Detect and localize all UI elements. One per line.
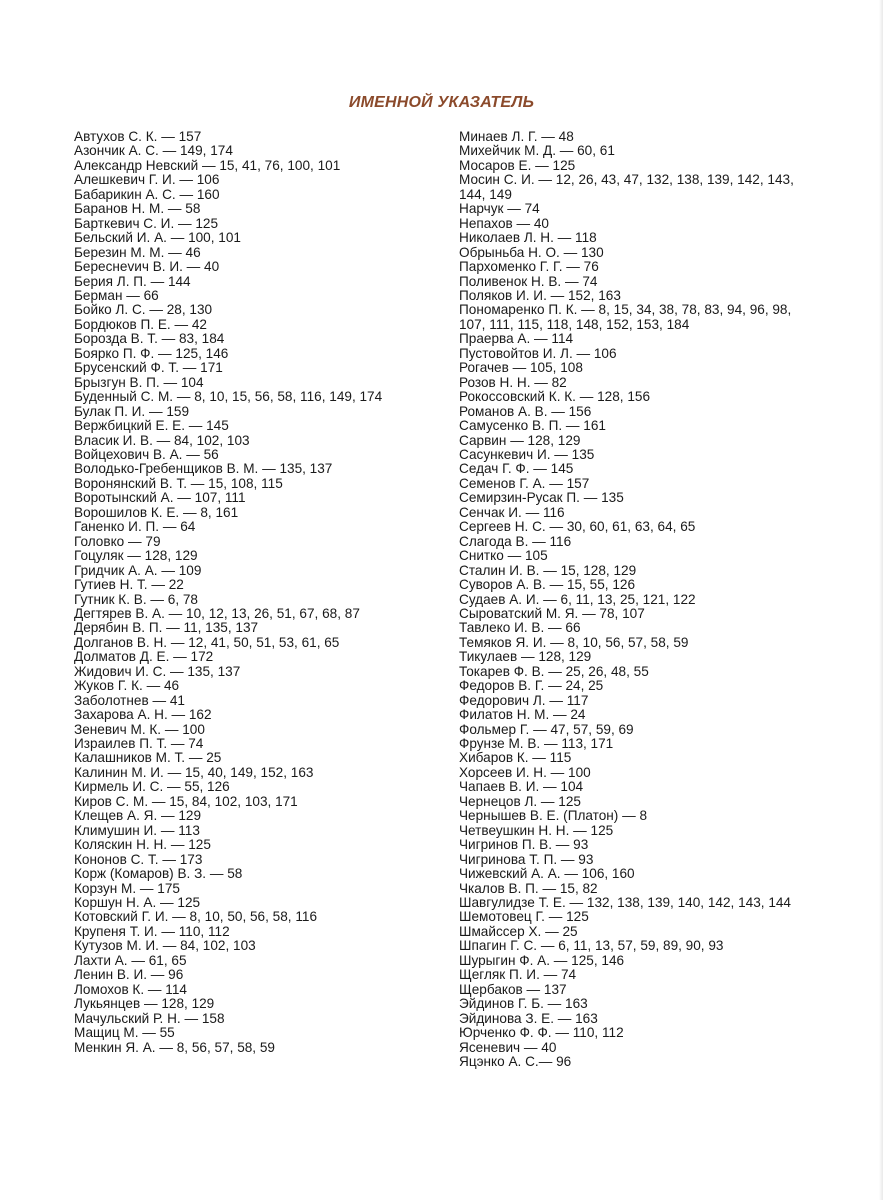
index-entry: Сарвин — 128, 129	[459, 432, 581, 448]
index-entry: Дегтярев В. А. — 10, 12, 13, 26, 51, 67, 68, 87	[74, 605, 360, 621]
index-entry: Федоров В. Г. — 24, 25	[459, 678, 604, 694]
index-column-left	[74, 130, 444, 1055]
index-entry: Алешкевич Г. И. — 106	[74, 172, 220, 188]
index-entry: Тикулаев — 128, 129	[459, 649, 592, 665]
index-entry: Чигринов П. В. — 93	[459, 837, 589, 853]
index-entry: Заболотнев — 41	[74, 692, 185, 708]
index-entry: Воронянский В. Т. — 15, 108, 115	[74, 475, 283, 491]
index-entry: Яцэнко А. С.— 96	[459, 1054, 572, 1069]
index-entry: Чернышев В. Е. (Платон) — 8	[459, 808, 648, 824]
index-entry: Нарчук — 74	[459, 201, 540, 217]
index-entry: Эйдинова З. Е. — 163	[459, 1010, 598, 1026]
index-entry: Суворов А. В. — 15, 55, 126	[459, 577, 636, 593]
index-entry: Долганов В. Н. — 12, 41, 50, 51, 53, 61, 65	[74, 634, 340, 650]
index-entry: Юрченко Ф. Ф. — 110, 112	[459, 1025, 624, 1041]
index-entry: Лукьянцев — 128, 129	[74, 996, 215, 1012]
index-entry: Сергеев Н. С. — 30, 60, 61, 63, 64, 65	[459, 519, 696, 535]
index-entry: Шмайссер Х. — 25	[459, 923, 578, 939]
index-entry: Кутузов М. И. — 84, 102, 103	[74, 938, 256, 954]
index-entry: Киров С. М. — 15, 84, 102, 103, 171	[74, 793, 298, 809]
index-entry: Обрыньба Н. О. — 130	[459, 244, 604, 260]
index-entry: Коляскин Н. Н. — 125	[74, 837, 211, 853]
index-entry: Шемотовец Г. — 125	[459, 909, 589, 925]
index-entry: Калашников М. Т. — 25	[74, 750, 222, 766]
index-entry: Мосин С. И. — 12, 26, 43, 47, 132, 138, 139, 142, 143, 144, 149	[459, 172, 794, 202]
index-entry: Баранов Н. М. — 58	[74, 201, 201, 217]
index-entry: Бельский И. А. — 100, 101	[74, 230, 241, 246]
index-entry: Береснevич В. И. — 40	[74, 259, 220, 275]
index-entry: Гутник К. В. — 6, 78	[74, 591, 198, 607]
index-entry: Пустовойтов И. Л. — 106	[459, 345, 617, 361]
index-entry: Рогачев — 105, 108	[459, 360, 583, 376]
index-entry: Чижевский А. А. — 106, 160	[459, 866, 635, 882]
index-entry: Менкин Я. А. — 8, 56, 57, 58, 59	[74, 1039, 275, 1055]
index-entry: Шпагин Г. С. — 6, 11, 13, 57, 59, 89, 90, 93	[459, 938, 724, 954]
index-entry: Дерябин В. П. — 11, 135, 137	[74, 620, 259, 636]
index-entry: Минаев Л. Г. — 48	[459, 129, 574, 144]
index-entry: Ворошилов К. Е. — 8, 161	[74, 504, 239, 520]
index-entry: Слагода В. — 116	[459, 533, 572, 549]
index-entry: Корзун М. — 175	[74, 880, 180, 896]
index-entry: Хорсеев И. Н. — 100	[459, 764, 591, 780]
index-entry: Захарова А. Н. — 162	[74, 707, 212, 723]
index-entry: Власик И. В. — 84, 102, 103	[74, 432, 250, 448]
index-entry: Азончик А. С. — 149, 174	[74, 143, 233, 159]
index-entry: Мосаров Е. — 125	[459, 157, 576, 173]
index-entry: Седач Г. Ф. — 145	[459, 461, 574, 477]
index-entry: Жидович И. С. — 135, 137	[74, 663, 241, 679]
index-entry: Михейчик М. Д. — 60, 61	[459, 143, 615, 159]
index-entry: Фрунзе М. В. — 113, 171	[459, 736, 614, 752]
index-entry: Израилев П. Т. — 74	[74, 736, 204, 752]
index-entry: Коршун Н. А. — 125	[74, 895, 201, 911]
index-entry: Кирмель И. С. — 55, 126	[74, 779, 230, 795]
index-entry: Войцехович В. А. — 56	[74, 446, 219, 462]
index-entry: Сыроватский М. Я. — 78, 107	[459, 605, 645, 621]
index-entry: Ясеневич — 40	[459, 1039, 557, 1055]
index-entry: Шурыгин Ф. А. — 125, 146	[459, 952, 625, 968]
index-entry: Гоцуляк — 128, 129	[74, 548, 198, 564]
index-column-right	[459, 130, 809, 1069]
index-entry: Сталин И. В. — 15, 128, 129	[459, 562, 637, 578]
index-entry: Борозда В. Т. — 83, 184	[74, 331, 225, 347]
index-entry: Ленин В. И. — 96	[74, 967, 184, 983]
index-entry: Жуков Г. К. — 46	[74, 678, 180, 694]
index-entry: Поливенок Н. В. — 74	[459, 273, 598, 289]
index-entry: Мачульский Р. Н. — 158	[74, 1010, 225, 1026]
index-entry: Чапаев В. И. — 104	[459, 779, 584, 795]
index-entry: Александр Невский — 15, 41, 76, 100, 101	[74, 157, 341, 173]
page-edge	[879, 0, 883, 1200]
index-entry: Вержбицкий Е. Е. — 145	[74, 418, 229, 434]
index-entry: Праерва А. — 114	[459, 331, 574, 347]
index-entry: Поляков И. И. — 152, 163	[459, 287, 621, 303]
index-entry: Федорович Л. — 117	[459, 692, 589, 708]
index-entry: Токарев Ф. В. — 25, 26, 48, 55	[459, 663, 649, 679]
index-entry: Булак П. И. — 159	[74, 403, 190, 419]
index-entry: Ганенко И. П. — 64	[74, 519, 196, 535]
index-entry: Семенов Г. А. — 157	[459, 475, 590, 491]
index-entry: Котовский Г. И. — 8, 10, 50, 56, 58, 116	[74, 909, 318, 925]
index-entry: Самусенко В. П. — 161	[459, 418, 606, 434]
index-entry: Эйдинов Г. Б. — 163	[459, 996, 588, 1012]
index-entry: Гридчик А. А. — 109	[74, 562, 202, 578]
index-entry: Березин М. М. — 46	[74, 244, 201, 260]
index-entry: Крупеня Т. И. — 110, 112	[74, 923, 230, 939]
index-entry: Шавгулидзе Т. Е. — 132, 138, 139, 140, 142, 143, 144	[459, 895, 791, 911]
page-title: ИМЕННОЙ УКАЗАТЕЛЬ	[348, 94, 535, 111]
index-entry: Корж (Комаров) В. З. — 58	[74, 866, 243, 882]
index-entry: Ломохов К. — 114	[74, 981, 187, 997]
index-entry: Головко — 79	[74, 533, 161, 549]
index-entry: Долматов Д. Е. — 172	[74, 649, 214, 665]
index-entry: Рокоссовский К. К. — 128, 156	[459, 389, 651, 405]
index-entry: Чкалов В. П. — 15, 82	[459, 880, 598, 896]
index-entry: Чернецов Л. — 125	[459, 793, 581, 809]
index-entry: Володько-Гребенщиков В. М. — 135, 137	[74, 461, 333, 477]
index-entry: Зеневич М. К. — 100	[74, 721, 205, 737]
index-entry: Берман — 66	[74, 287, 159, 303]
index-entry: Мащиц М. — 55	[74, 1025, 175, 1041]
index-entry: Пархоменко Г. Г. — 76	[459, 259, 599, 275]
index-entry: Судаев А. И. — 6, 11, 13, 25, 121, 122	[459, 591, 696, 607]
index-entry: Сенчак И. — 116	[459, 504, 565, 520]
index-entry: Розов Н. Н. — 82	[459, 374, 567, 390]
index-entry: Барткевич С. И. — 125	[74, 215, 219, 231]
index-entry: Бордюков П. Е. — 42	[74, 316, 207, 332]
index-entry: Темяков Я. И. — 8, 10, 56, 57, 58, 59	[459, 634, 689, 650]
index-entry: Тавлеко И. В. — 66	[459, 620, 581, 636]
index-entry: Бойко Л. С. — 28, 130	[74, 302, 213, 318]
index-entry: Боярко П. Ф. — 125, 146	[74, 345, 229, 361]
index-entry: Фольмер Г. — 47, 57, 59, 69	[459, 721, 634, 737]
index-entry: Брусенский Ф. Т. — 171	[74, 360, 223, 376]
index-entry: Пономаренко П. К. — 8, 15, 34, 38, 78, 83, 94, 96, 98, 107, 111, 115, 118, 148, 152, 153, 184	[459, 302, 792, 332]
index-entry: Климушин И. — 113	[74, 822, 200, 838]
index-entry: Калинин М. И. — 15, 40, 149, 152, 163	[74, 764, 314, 780]
index-entry: Гутиев Н. Т. — 22	[74, 577, 184, 593]
index-entry: Четвеушкин Н. Н. — 125	[459, 822, 614, 838]
index-entry: Сасункевич И. — 135	[459, 446, 595, 462]
index-entry: Кононов С. Т. — 173	[74, 851, 203, 867]
index-entry: Клещев А. Я. — 129	[74, 808, 202, 824]
index-entry: Брызгун В. П. — 104	[74, 374, 204, 390]
index-entry: Лахти А. — 61, 65	[74, 952, 187, 968]
index-entry: Бабарикин А. С. — 160	[74, 186, 220, 202]
index-entry: Николаев Л. Н. — 118	[459, 230, 597, 246]
index-entry: Чигринова Т. П. — 93	[459, 851, 594, 867]
index-entry: Снитко — 105	[459, 548, 548, 564]
index-entry: Автухов С. К. — 157	[74, 129, 202, 144]
index-entry: Хибаров К. — 115	[459, 750, 572, 766]
index-entry: Филатов Н. М. — 24	[459, 707, 586, 723]
index-entry: Щербаков — 137	[459, 981, 567, 997]
index-entry: Воротынский А. — 107, 111	[74, 490, 246, 506]
index-entry: Непахов — 40	[459, 215, 549, 231]
index-entry: Щегляк П. И. — 74	[459, 967, 577, 983]
index-entry: Буденный С. М. — 8, 10, 15, 56, 58, 116, 149, 174	[74, 389, 383, 405]
index-entry: Семирзин-Русак П. — 135	[459, 490, 624, 506]
index-entry: Берия Л. П. — 144	[74, 273, 191, 289]
index-entry: Романов А. В. — 156	[459, 403, 592, 419]
